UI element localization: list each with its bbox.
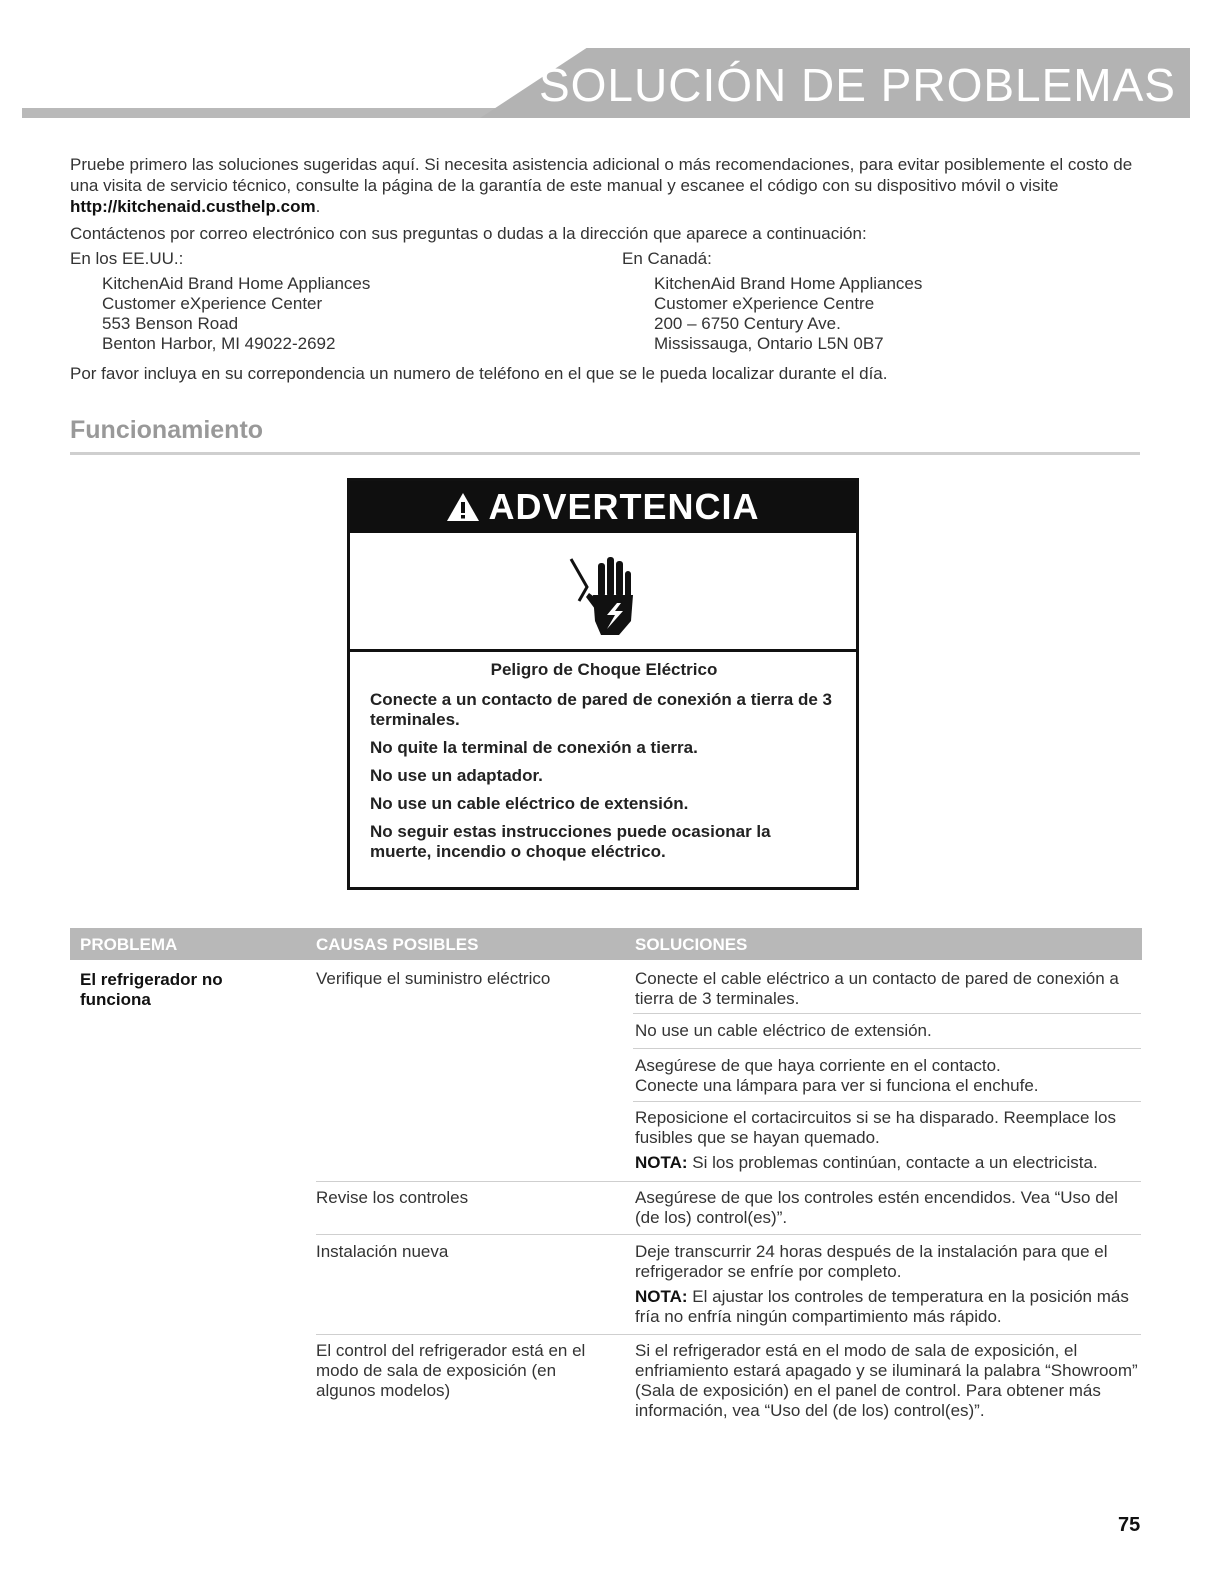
warning-icon-area [350, 533, 856, 652]
address-region-canada: En Canadá: [622, 249, 712, 268]
row-divider [316, 1181, 1141, 1182]
address-canada [622, 249, 922, 354]
warning-title: Peligro de Choque Eléctrico [490, 660, 718, 679]
intro-paragraph-2: Contáctenos por correo electrónico con sus preguntas o dudas a la dirección que aparece a continuación: [70, 224, 867, 243]
solution-note [635, 1153, 1140, 1173]
address-line: KitchenAid Brand Home Appliances [102, 274, 371, 293]
note-text: El ajustar los controles de temperatura en la posición más fría no enfría ningún compartimiento más rápido. [635, 1287, 1129, 1326]
warning-triangle-icon [446, 492, 480, 522]
address-usa [70, 249, 370, 354]
solution-line: Conecte una lámpara para ver si funciona el enchufe. [635, 1076, 1039, 1095]
row-divider [633, 1048, 1141, 1049]
intro-paragraph-1 [70, 154, 1155, 217]
solution-line: Deje transcurrir 24 horas después de la instalación para que el refrigerador se enfríe por completo. [635, 1242, 1108, 1281]
warning-box [347, 478, 859, 890]
warning-line: No use un cable eléctrico de extensión. [370, 794, 689, 813]
column-header-solutions: SOLUCIONES [635, 935, 748, 954]
contact-note: Por favor incluya en su correpondencia un numero de teléfono en el que se le pueda localizar durante el día. [70, 364, 888, 383]
row-divider [633, 1013, 1141, 1014]
electric-shock-hand-icon [549, 549, 649, 639]
cause-cell: El control del refrigerador está en el modo de sala de exposición (en algunos modelos) [316, 1341, 586, 1400]
page-number: 75 [1118, 1514, 1141, 1536]
section-title: Funcionamiento [70, 416, 264, 444]
address-line: Benton Harbor, MI 49022-2692 [102, 334, 336, 353]
solution-cell [635, 1056, 1140, 1096]
note-label: NOTA: [635, 1287, 688, 1306]
solution-cell: Asegúrese de que los controles estén encendidos. Vea “Uso del (de los) control(es)”. [635, 1188, 1118, 1227]
warning-header [350, 481, 856, 533]
solution-line: Asegúrese de que haya corriente en el contacto. [635, 1056, 1001, 1075]
solution-cell: No use un cable eléctrico de extensión. [635, 1021, 932, 1040]
page-title: SOLUCIÓN DE PROBLEMAS [538, 59, 1176, 111]
note-text: Si los problemas continúan, contacte a un electricista. [687, 1153, 1098, 1172]
warning-line: No quite la terminal de conexión a tierra. [370, 738, 698, 757]
solution-note [635, 1287, 1140, 1327]
cause-cell: Verifique el suministro eléctrico [316, 969, 551, 988]
note-label: NOTA: [635, 1153, 688, 1172]
address-line: 200 – 6750 Century Ave. [654, 314, 841, 333]
solution-cell: Conecte el cable eléctrico a un contacto de pared de conexión a tierra de 3 terminales. [635, 969, 1119, 1008]
intro-text: Pruebe primero las soluciones sugeridas aquí. Si necesita asistencia adicional o más recomendaciones, para evitar posiblemente el costo de una visita de servicio técnico, consulte la página de la garantía de este manual y escanee el código con su dispositivo móvil o visite [70, 155, 1133, 195]
problem-cell: El refrigerador no funciona [80, 970, 223, 1009]
row-divider [633, 1101, 1141, 1102]
solution-cell [635, 1242, 1140, 1327]
intro-section [70, 154, 1155, 250]
cause-cell: Revise los controles [316, 1188, 469, 1207]
row-divider [316, 1334, 1141, 1335]
address-line: 553 Benson Road [102, 314, 239, 333]
warning-heading: ADVERTENCIA [488, 486, 760, 527]
solution-cell: Si el refrigerador está en el modo de sala de exposición, el enfriamiento estará apagado y se iluminará la palabra “Showroom” (Sala de exposición) en el panel de control. Para obtener más información, vea “Uso del (de los) control(es)”. [635, 1341, 1138, 1420]
warning-line: No seguir estas instrucciones puede ocasionar la muerte, incendio o choque eléctrico. [370, 822, 771, 861]
warning-line: Conecte a un contacto de pared de conexión a tierra de 3 terminales. [370, 690, 832, 729]
solution-cell [635, 1108, 1140, 1173]
intro-text-end: . [315, 197, 321, 216]
warning-body [350, 652, 856, 862]
row-divider [316, 1234, 1141, 1235]
address-line: Customer eXperience Centre [654, 294, 875, 313]
solution-line: Reposicione el cortacircuitos si se ha disparado. Reemplace los fusibles que se hayan quemado. [635, 1108, 1116, 1147]
address-line: KitchenAid Brand Home Appliances [654, 274, 923, 293]
cause-cell: Instalación nueva [316, 1242, 449, 1261]
table-header [70, 928, 1142, 960]
section-divider [70, 452, 1140, 455]
address-line: Customer eXperience Center [102, 294, 323, 313]
header-banner [22, 48, 1190, 118]
column-header-causes: CAUSAS POSIBLES [316, 935, 479, 954]
address-line: Mississauga, Ontario L5N 0B7 [654, 334, 884, 353]
column-header-problem: PROBLEMA [80, 935, 178, 954]
address-region-usa: En los EE.UU.: [70, 249, 184, 268]
warning-line: No use un adaptador. [370, 766, 543, 785]
support-link[interactable]: http://kitchenaid.custhelp.com [70, 197, 316, 216]
